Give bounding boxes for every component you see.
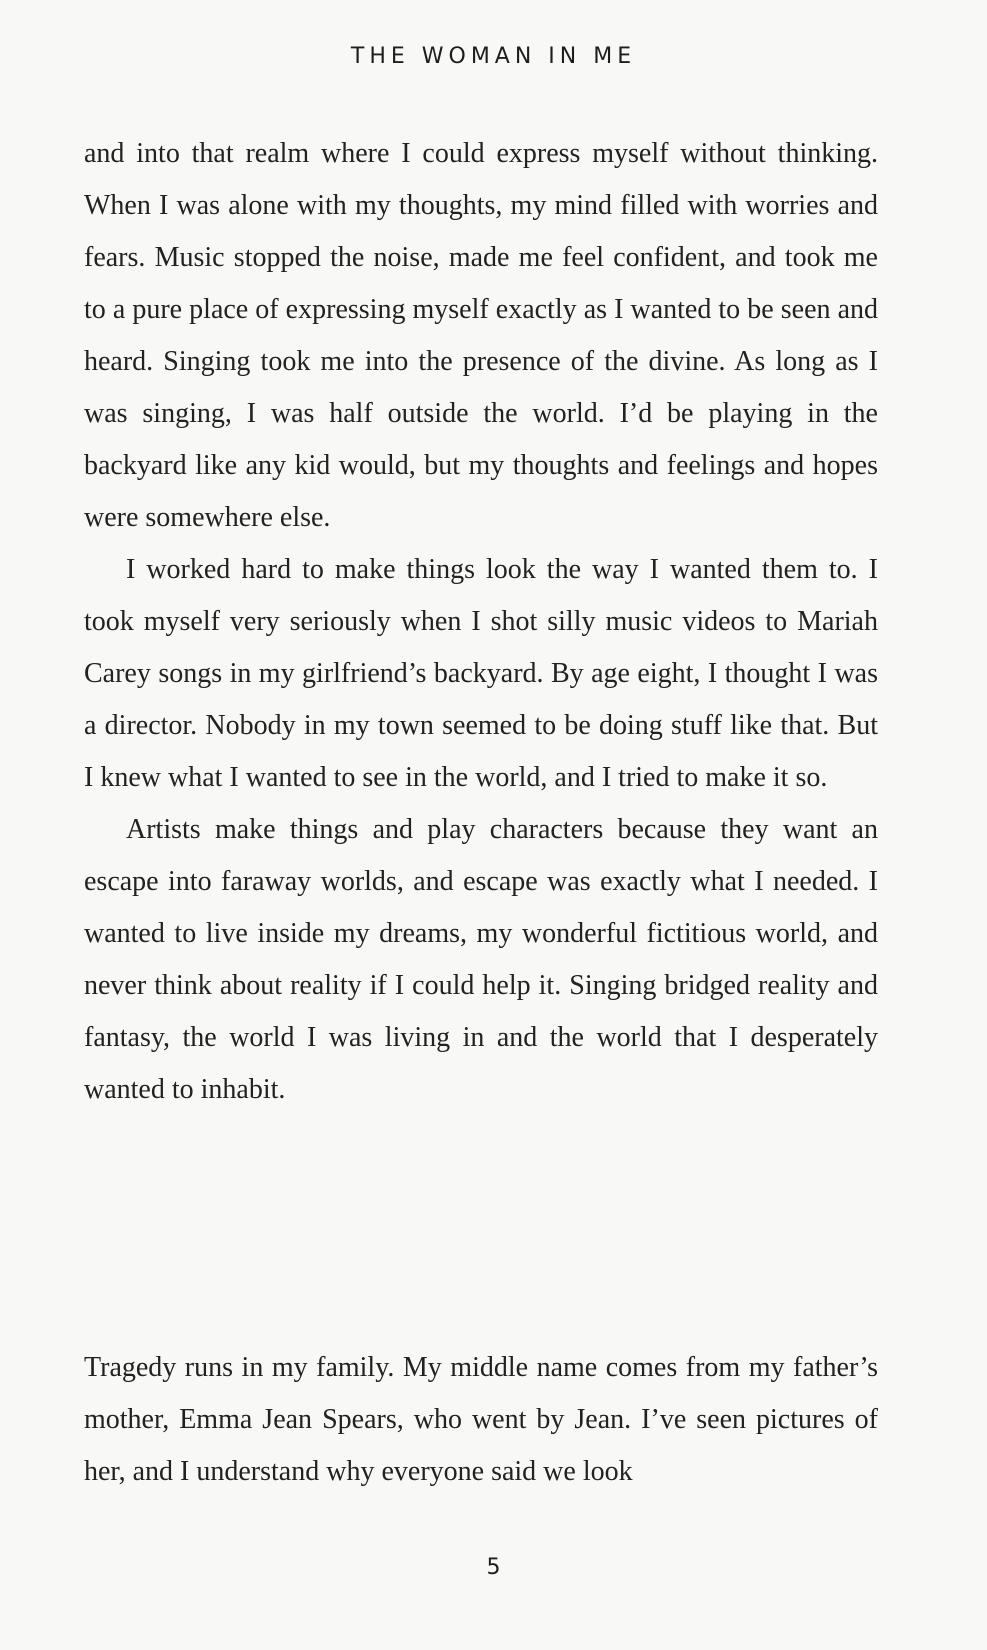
- paragraph-tragedy: Tragedy runs in my family. My middle name comes from my father’s mother, Emma Jean Spears, who went by Jean. I’ve seen pictures of her, and I understand why everyone said we look: [84, 1352, 878, 1487]
- running-header: THE WOMAN IN ME: [350, 44, 637, 69]
- page-number: 5: [486, 1555, 501, 1580]
- paragraph-artists-escape: Artists make things and play characters because they want an escape into faraway worlds, and escape was exactly what I needed. I wanted to live inside my dreams, my wonderful fictitious world, and never think about reality if I could help it. Singing bridged reality and fantasy, the world I was living in and the world that I desperately wanted to inhabit.: [84, 814, 878, 1105]
- paragraph-music-videos: I worked hard to make things look the way I wanted them to. I took myself very seriously when I shot silly music videos to Mariah Carey songs in my girlfriend’s backyard. By age eight, I thought I was a director. Nobody in my town seemed to be doing stuff like that. But I knew what I wanted to see in the world, and I tried to make it so.: [84, 554, 878, 793]
- paragraph-continued: and into that realm where I could express myself without thinking. When I was alone with my thoughts, my mind filled with worries and fears. Music stopped the noise, made me feel confident, and took me to a pure place of expressing myself exactly as I wanted to be seen and heard. Singing took me into the presence of the divine. As long as I was singing, I was half outside the world. I’d be playing in the backyard like any kid would, but my thoughts and feelings and hopes were somewhere else.: [84, 138, 878, 533]
- new-section: [84, 1342, 878, 1498]
- body-text: [84, 128, 878, 1116]
